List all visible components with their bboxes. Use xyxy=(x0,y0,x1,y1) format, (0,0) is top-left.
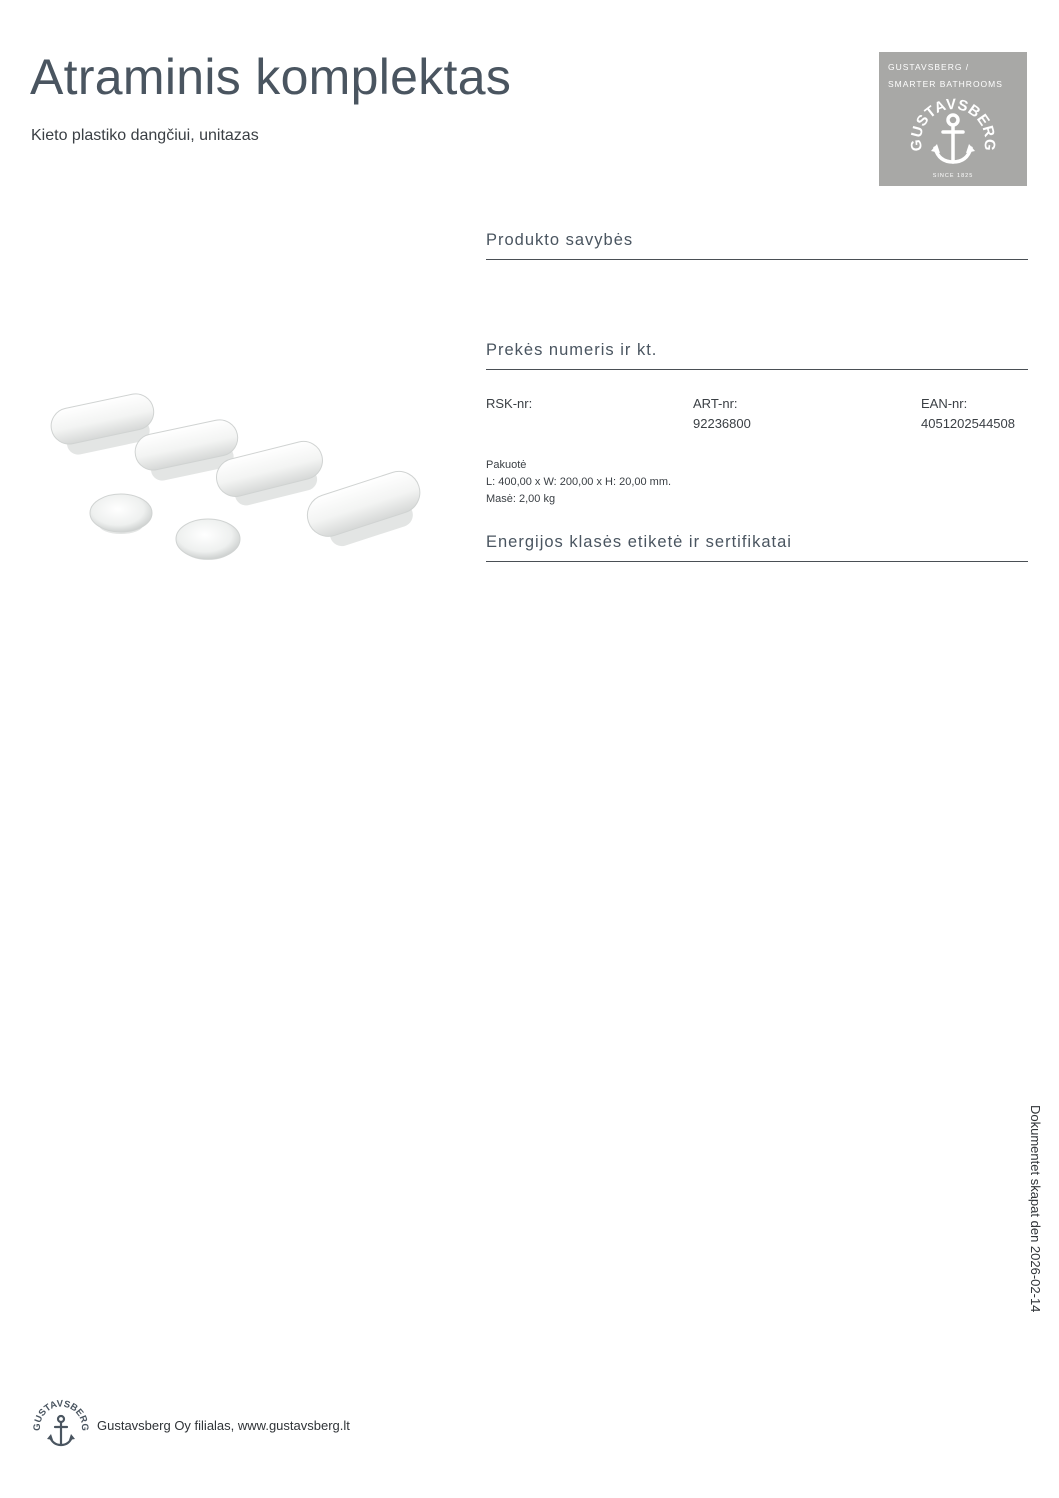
document-date-note: Dokumentet skapat den 2026-02-14 xyxy=(1028,1105,1043,1313)
svg-text:GUSTAVSBERG: GUSTAVSBERG xyxy=(33,1398,89,1431)
ean-label: EAN-nr: xyxy=(921,396,968,411)
product-image xyxy=(40,380,440,570)
logo-since: SINCE 1825 xyxy=(932,173,974,179)
section-heading-properties: Produkto savybės xyxy=(486,231,1028,260)
footer-anchor-logo-icon xyxy=(33,1398,89,1454)
art-label: ART-nr: xyxy=(693,396,738,411)
art-value: 92236800 xyxy=(693,416,751,431)
ean-value: 4051202544508 xyxy=(921,416,1015,431)
section-heading-energy: Energijos klasės etiketė ir sertifikatai xyxy=(486,533,1028,562)
page-subtitle: Kieto plastiko dangčiui, unitazas xyxy=(31,127,259,144)
package-label: Pakuotė xyxy=(486,459,527,471)
brand-logo xyxy=(879,52,1027,186)
page-title: Atraminis komplektas xyxy=(30,49,512,105)
rsk-label: RSK-nr: xyxy=(486,396,533,411)
package-dimensions: L: 400,00 x W: 200,00 x H: 20,00 mm. xyxy=(486,476,672,488)
anchor-seal-icon xyxy=(879,52,1027,186)
section-heading-numbers: Prekės numeris ir kt. xyxy=(486,341,1028,370)
svg-text:GUSTAVSBERG: GUSTAVSBERG xyxy=(907,95,999,152)
logo-brand-line: GUSTAVSBERG / xyxy=(888,62,970,72)
package-mass: Masė: 2,00 kg xyxy=(486,493,556,505)
footer-company-text: Gustavsberg Oy filialas, www.gustavsberg.lt xyxy=(97,1418,350,1433)
logo-tagline: SMARTER BATHROOMS xyxy=(888,79,1003,89)
